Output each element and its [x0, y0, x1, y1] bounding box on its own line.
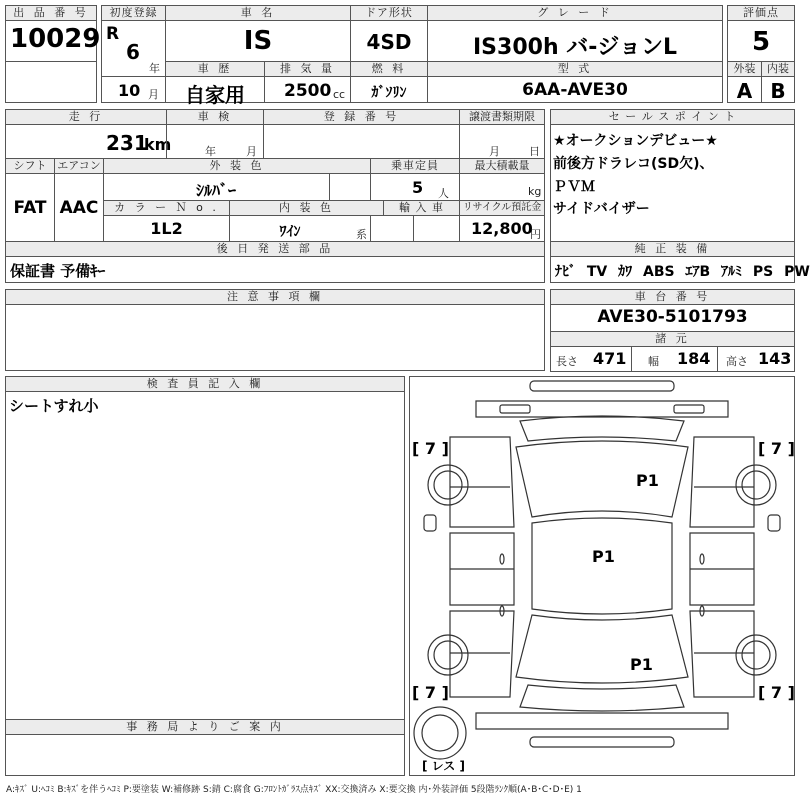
- score: 5: [751, 27, 771, 57]
- grade-label: グ レ ー ド: [427, 5, 723, 21]
- interior-label: 内装: [761, 61, 795, 77]
- score-label: 評価点: [727, 5, 795, 21]
- capacity: 5: [412, 178, 424, 197]
- width-label: 幅: [648, 355, 659, 368]
- mileage-unit: km: [144, 135, 172, 154]
- reg-year: 6: [126, 40, 140, 64]
- car-damage-diagram: [409, 376, 795, 776]
- inspection-label: 車 検: [166, 109, 264, 125]
- car-name: IS: [243, 26, 273, 56]
- door-type: 4SD: [366, 30, 412, 54]
- ac: AAC: [59, 198, 99, 218]
- car-name-label: 車 名: [165, 5, 351, 21]
- recycle-label: リサイクル預託金: [459, 200, 545, 216]
- later-parts-label: 後 日 発 送 部 品: [5, 241, 545, 257]
- fuel-label: 燃 料: [350, 61, 428, 77]
- model: 6AA-AVE30: [522, 80, 628, 100]
- color-no-label: カ ラ ー Ｎ o .: [103, 200, 230, 216]
- door-label: ドア形状: [350, 5, 428, 21]
- mileage-label: 走 行: [5, 109, 167, 125]
- displacement-label: 排 気 量: [264, 61, 351, 77]
- capacity-label: 乗車定員: [370, 158, 460, 174]
- int-color-label: 内 装 色: [229, 200, 384, 216]
- reg-no-box: [263, 124, 460, 159]
- recycle-amount: 12,800: [471, 219, 533, 238]
- tire-rear-right: [ 7 ]: [758, 683, 795, 702]
- legend: A:ｷｽﾞ U:ﾍｺﾐ B:ｷｽﾞを伴うﾍｺﾐ P:要塗装 W:補修跡 S:錆 C:腐食 G:ﾌﾛﾝﾄｶﾞﾗｽ点ｷｽﾞ XX:交換済み X:要交換 内･外装評価 5段階ﾗﾝｸ順(A･B･C･D･E) 1: [6, 785, 582, 795]
- specs-label: 諸 元: [550, 331, 795, 347]
- sales-point-1: ★オークションデビュー★: [553, 133, 718, 149]
- lot-label: 出 品 番 号: [5, 5, 97, 21]
- int-color-suffix: 系: [356, 228, 367, 241]
- damage-mark-rear: P1: [630, 655, 653, 674]
- height: 143: [758, 349, 792, 368]
- lot-number: 10029: [10, 24, 101, 54]
- equipment-label: 純 正 装 備: [550, 241, 795, 257]
- import-label: 輸 入 車: [383, 200, 460, 216]
- height-label: 高さ: [726, 355, 748, 368]
- displacement-unit: cc: [333, 88, 346, 101]
- specs-divider-2: [717, 346, 718, 372]
- first-reg-divider: [101, 76, 166, 77]
- ext-color: ｼﾙﾊﾞｰ: [195, 181, 236, 200]
- equipment-navi: ﾅﾋﾞ: [555, 264, 576, 280]
- sales-point-2: 前後方ドラレコ(SD欠)、: [553, 156, 714, 172]
- equipment-alloy: ｱﾙﾐ: [721, 264, 743, 280]
- chassis-number: AVE30-5101793: [597, 307, 748, 327]
- equipment-airbag: ｴｱB: [685, 264, 711, 280]
- spare-tire-note: [ レス ]: [422, 759, 465, 773]
- tire-rear-left: [ 7 ]: [412, 683, 449, 702]
- equipment-list: [555, 261, 810, 281]
- office-box: [5, 734, 405, 776]
- equipment-tv: TV: [586, 264, 608, 280]
- lot-blank: [5, 61, 97, 103]
- ac-label: エアコン: [54, 158, 104, 174]
- length-label: 長さ: [556, 355, 578, 368]
- first-reg-label: 初度登録: [101, 5, 166, 21]
- year-unit: 年: [149, 62, 160, 75]
- month-unit: 月: [148, 88, 159, 101]
- inspection-month-unit: 月: [246, 145, 257, 158]
- max-load-unit: kg: [528, 185, 542, 198]
- transfer-label: 譲渡書類期限: [459, 109, 545, 125]
- import-box: [370, 215, 460, 242]
- exterior-label: 外装: [727, 61, 762, 77]
- damage-mark-roof: P1: [592, 547, 615, 566]
- sales-points-label: セ ー ル ス ポ イ ン ト: [550, 109, 795, 125]
- exterior-grade: A: [736, 79, 753, 103]
- inspector-notes: シートすれ小: [9, 397, 99, 415]
- tire-front-right: [ 7 ]: [758, 439, 795, 458]
- later-parts: 保証書 予備ｷｰ: [10, 262, 106, 280]
- mileage: 231: [106, 131, 148, 155]
- max-load-label: 最大積載量: [459, 158, 545, 174]
- length: 471: [593, 349, 627, 368]
- reg-no-label: 登 録 番 号: [263, 109, 460, 125]
- notes-label: 注 意 事 項 欄: [5, 289, 545, 305]
- equipment-abs: ABS: [643, 264, 675, 280]
- office-label: 事 務 局 よ り ご 案 内: [5, 719, 405, 735]
- sales-point-4: サイドバイザー: [553, 201, 650, 217]
- chassis-label: 車 台 番 号: [550, 289, 795, 305]
- reg-month: 10: [118, 81, 141, 100]
- car-outline: [410, 377, 794, 775]
- specs-divider-1: [631, 346, 632, 372]
- displacement: 2500: [284, 81, 332, 101]
- era: R: [106, 24, 120, 44]
- color-no: 1L2: [150, 219, 183, 238]
- int-color: ﾜｲﾝ: [279, 224, 301, 240]
- inspector-box: [5, 391, 405, 720]
- grade: IS300h バ-ジョンL: [473, 35, 677, 60]
- inspection-year-unit: 年: [205, 145, 216, 158]
- shift: FAT: [13, 198, 47, 218]
- shift-label: シフト: [5, 158, 55, 174]
- inspector-label: 検 査 員 記 入 欄: [5, 376, 405, 392]
- sales-point-3: ＰＶＭ: [553, 179, 595, 195]
- interior-grade: B: [770, 79, 786, 103]
- history-label: 車 歴: [165, 61, 265, 77]
- equipment-leather: ｶﾜ: [618, 264, 633, 280]
- notes-box: [5, 304, 545, 371]
- recycle-unit: 円: [530, 228, 541, 241]
- width: 184: [677, 349, 711, 368]
- damage-mark-front: P1: [636, 471, 659, 490]
- transfer-day: 日: [529, 145, 540, 158]
- fuel: ｶﾞｿﾘﾝ: [371, 85, 407, 101]
- capacity-unit: 人: [438, 187, 449, 200]
- import-divider: [413, 215, 414, 242]
- equipment-ps: PS: [752, 264, 774, 280]
- ext-color-label: 外 装 色: [103, 158, 371, 174]
- equipment-pw: PW: [784, 264, 810, 280]
- tire-front-left: [ 7 ]: [412, 439, 449, 458]
- ext-color-divider: [329, 173, 330, 201]
- history: 自家用: [185, 83, 245, 107]
- transfer-month: 月: [489, 145, 500, 158]
- model-label: 型 式: [427, 61, 723, 77]
